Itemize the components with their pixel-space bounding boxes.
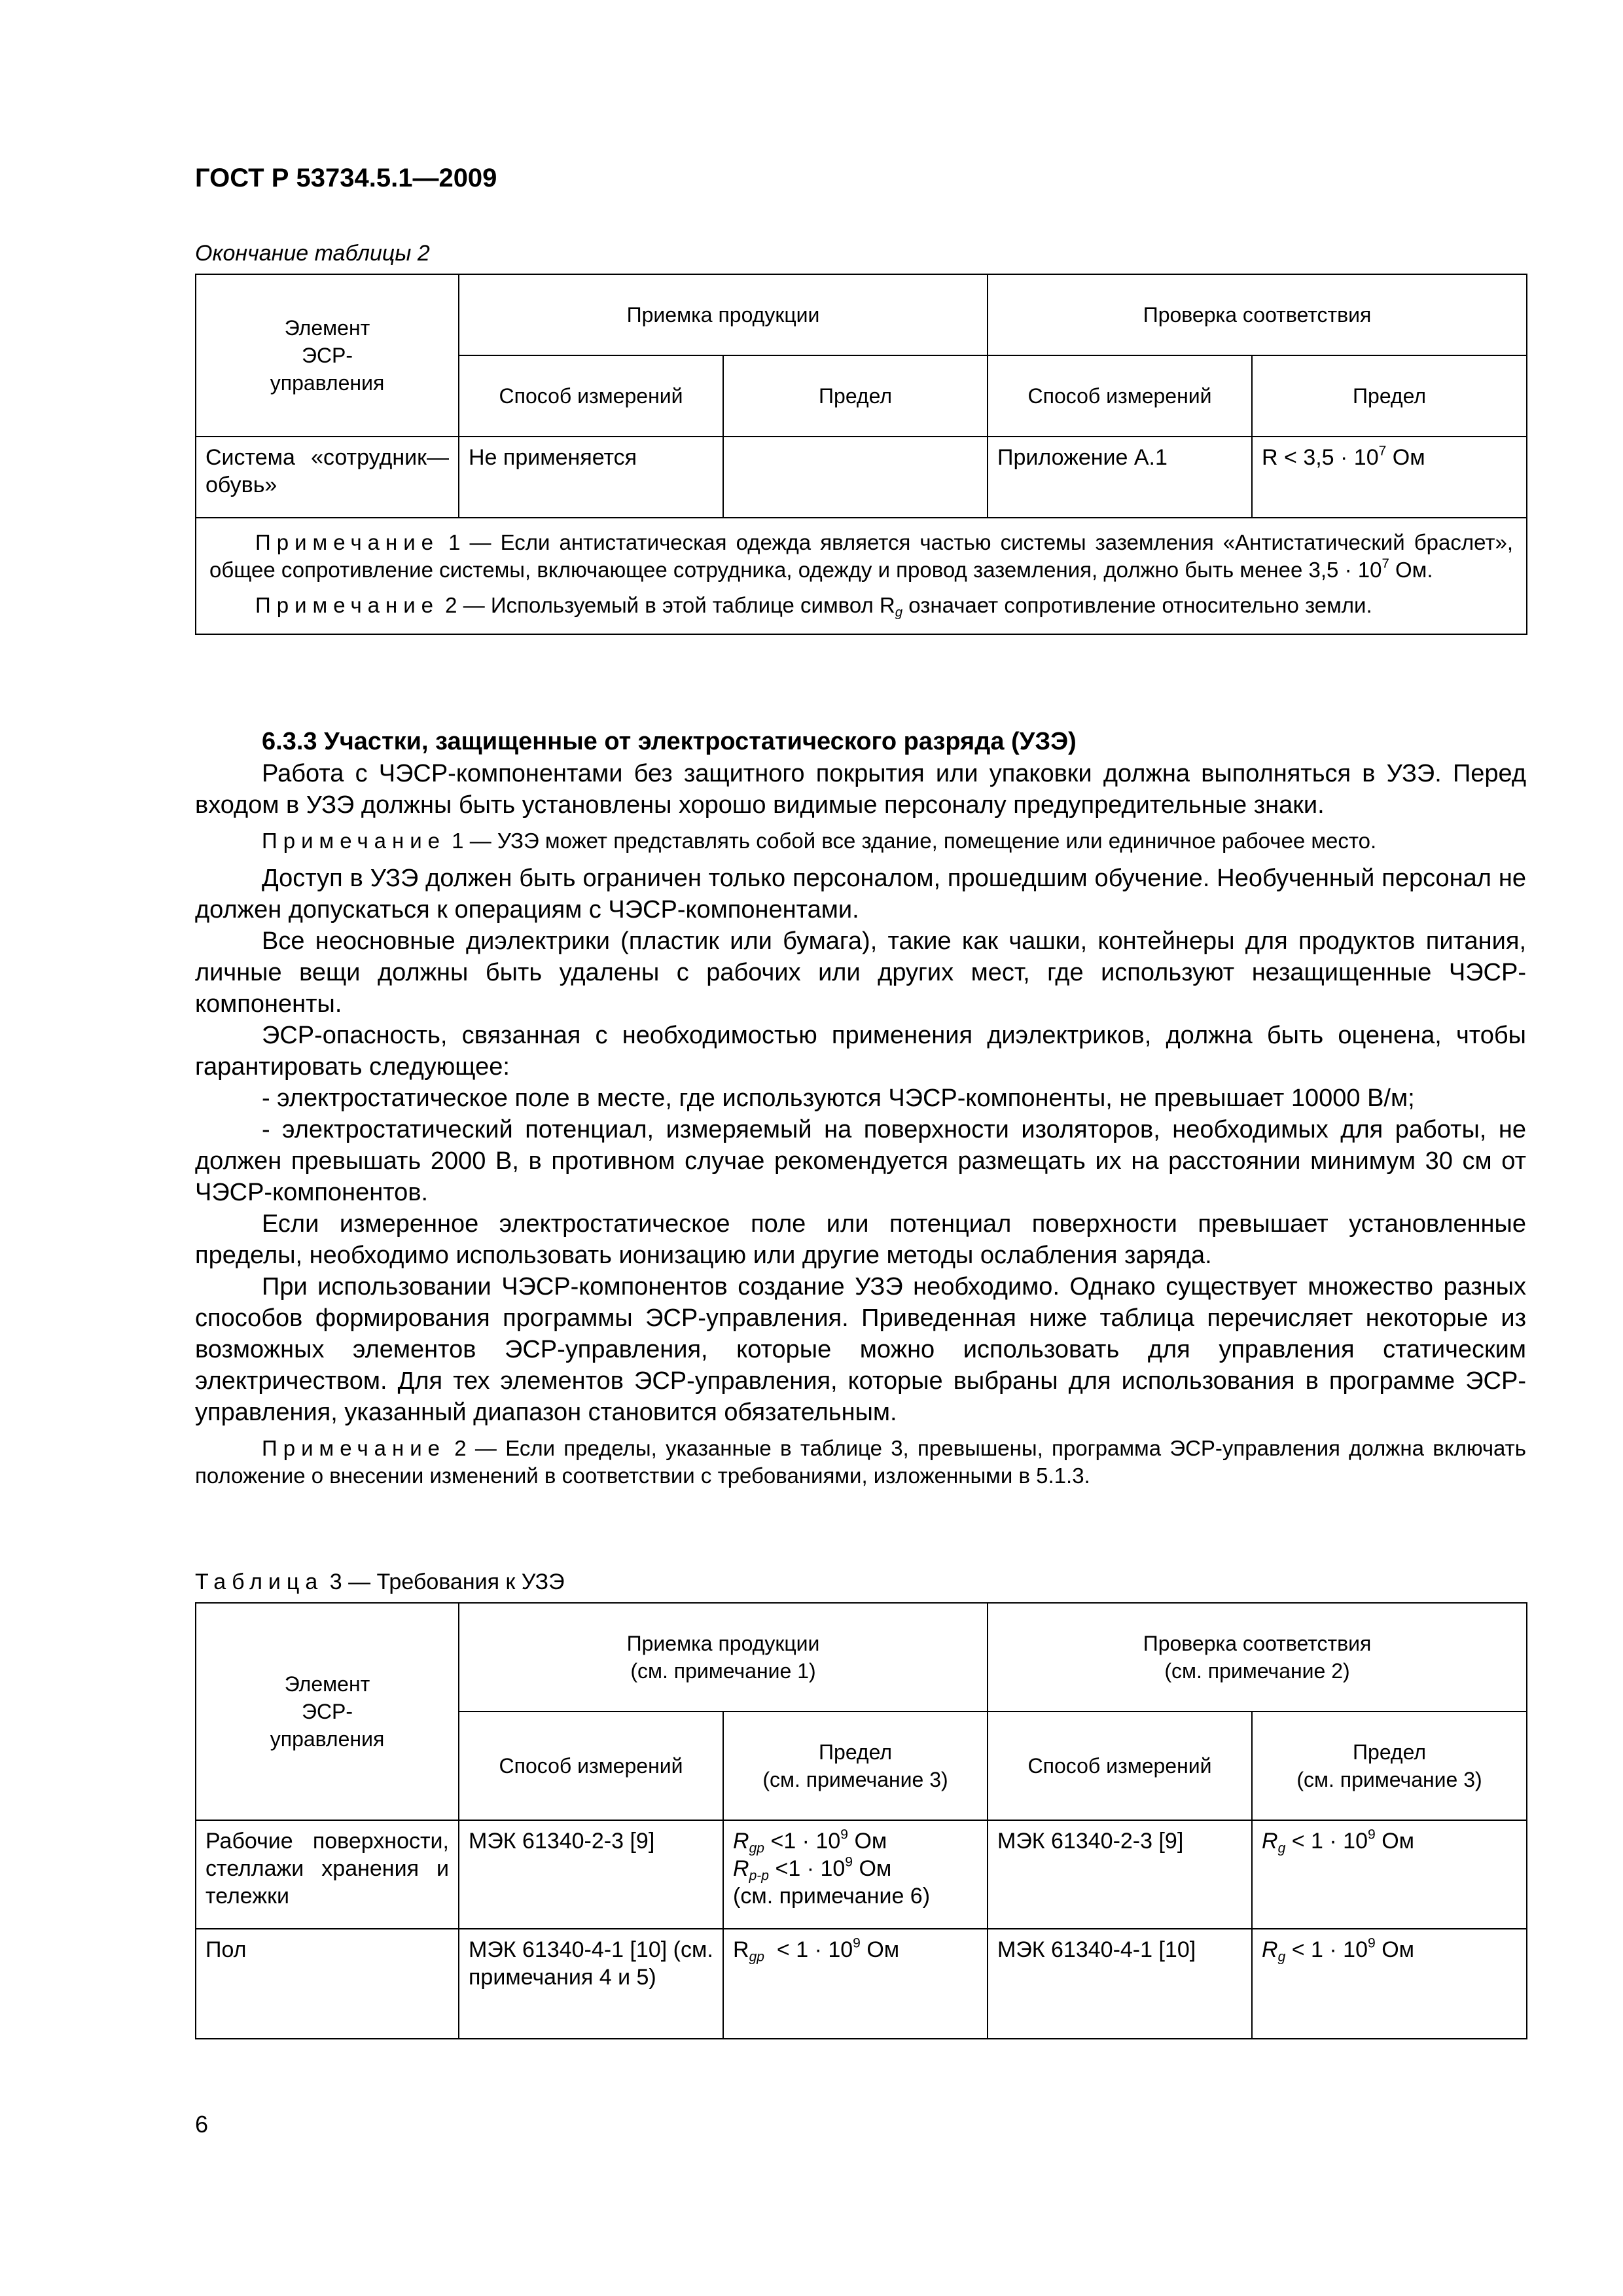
table3-row2-verification-method: МЭК 61340-4-1 [10] [988,1929,1252,2039]
table2-note-2: Примечание 2 — Используемый в этой таблице символ $R_g$ означает сопротивление относительно земли. [255,593,1372,620]
table2-cell-method: Приложение А.1 [988,437,1252,518]
section-body [195,725,1526,1498]
table3-row1-element: Рабочие поверхности, стеллажи хранения и тележки [196,1820,459,1929]
table2-header-limit: Предел [1252,355,1527,437]
table3 [195,1602,1527,2039]
paragraph: При использовании ЧЭСР-компонентов создание УЗЭ необходимо. Однако существует множество разных способов формирования программы ЭСР-управления. Приведенная ниже таблица перечисляет некоторые из возможных элементов ЭСР-управления, которые можно использовать для управления статическим электричеством. Для тех элементов ЭСР-управления, которые выбраны для использования в программе ЭСР-управления, указанный диапазон становится обязательным. [195,1273,1526,1426]
paragraph: Работа с ЧЭСР-компонентами без защитного покрытия или упаковки должна выполняться в УЗЭ. Перед входом в УЗЭ должны быть установлены хорошо видимые персоналу предупредительные знаки. [195,760,1526,819]
paragraph: - электростатическое поле в месте, где используются ЧЭСР-компоненты, не превышает 10000 В/м; [262,1085,1415,1112]
table2-header-method: Способ измерений [459,355,723,437]
page-number: 6 [195,2111,209,2138]
table3-header-verification: Проверка соответствия (см. примечание 2) [988,1603,1527,1712]
table3-row2-element: Пол [196,1929,459,2039]
table3-row2-limit: $R_{gp} < 1 \cdot 10^9$ Ом [723,1929,988,2039]
paragraph: Если измеренное электростатическое поле или потенциал поверхности превышает установленные пределы, необходимо использовать ионизацию или другие методы ослабления заряда. [195,1210,1526,1269]
table2-header-acceptance: Приемка продукции [459,274,988,355]
table3-row2-verification-limit: $R_g < 1 \cdot 10^9$ Ом [1252,1929,1527,2039]
document-id: ГОСТ Р 53734.5.1—2009 [195,164,497,192]
paragraph: Доступ в УЗЭ должен быть ограничен только персоналом, прошедшим обучение. Необученный персонал не должен допускаться к операциям с ЧЭСР-компонентами. [195,865,1526,924]
table2-header-verification: Проверка соответствия [988,274,1527,355]
table2-cell-acceptance: Не применяется [459,437,723,518]
table3-header-method: Способ измерений [459,1712,723,1820]
section-heading: 6.3.3 Участки, защищенные от электростатического разряда (УЗЭ) [262,728,1077,755]
table2-note-1: Примечание 1 — Если антистатическая одежда является частью системы заземления «Антистатический браслет», общее сопротивление системы, включающее сотрудника, одежду и провод заземления, должно быть менее $3,5 \cdot 10^7$ Ом. [209,530,1514,582]
table2-header-element: Элемент ЭСР-управления [196,274,459,437]
table3-row1-verification-method: МЭК 61340-2-3 [9] [988,1820,1252,1929]
table3-row1-method: МЭК 61340-2-3 [9] [459,1820,723,1929]
table3-row2-method: МЭК 61340-4-1 [10] (см. примечания 4 и 5) [459,1929,723,2039]
section-note-1: Примечание 1 — УЗЭ может представлять собой все здание, помещение или единичное рабочее место. [262,829,1377,853]
table3-header-limit: Предел (см. примечание 3) [1252,1712,1527,1820]
table2-notes [196,518,1527,634]
table2-cell-limit: $R < 3,5 \cdot 10^7$ Ом [1252,437,1527,518]
paragraph: Все неосновные диэлектрики (пластик или бумага), такие как чашки, контейнеры для продуктов питания, личные вещи должны быть удалены с рабочих или других мест, где используют незащищенные ЧЭСР-компоненты. [195,927,1526,1018]
table3-caption: Таблица 3 — Требования к УЗЭ [195,1570,565,1594]
table3-row1-limit: $R_{gp} <1 \cdot 10^9$ Ом $R_{p-p} <1 \cdot 10^9$ Ом (см. примечание 6) [723,1820,988,1929]
table3-header-method: Способ измерений [988,1712,1252,1820]
paragraph: - электростатический потенциал, измеряемый на поверхности изоляторов, необходимых для работы, не должен превышать 2000 В, в противном случае рекомендуется размещать их на расстоянии минимум 30 см от ЧЭСР-компонентов. [195,1116,1526,1206]
table3-header-element: Элемент ЭСР-управления [196,1603,459,1820]
table2-header-limit: Предел [723,355,988,437]
table2-header-method: Способ измерений [988,355,1252,437]
table3-header-limit: Предел (см. примечание 3) [723,1712,988,1820]
table2-cell-element: Система «сотрудник—обувь» [196,437,459,518]
table2-cell-empty [723,437,988,518]
paragraph: ЭСР-опасность, связанная с необходимостью применения диэлектриков, должна быть оценена, чтобы гарантировать следующее: [195,1022,1526,1081]
table2-caption: Окончание таблицы 2 [195,241,430,266]
section-note-2: Примечание 2 — Если пределы, указанные в таблице 3, превышены, программа ЭСР-управления должна включать положение о внесении изменений в соответствии с требованиями, изложенными в 5.1.3. [195,1436,1526,1488]
table2 [195,274,1527,635]
table3-row1-verification-limit: $R_g < 1 \cdot 10^9$ Ом [1252,1820,1527,1929]
table3-header-acceptance: Приемка продукции (см. примечание 1) [459,1603,988,1712]
